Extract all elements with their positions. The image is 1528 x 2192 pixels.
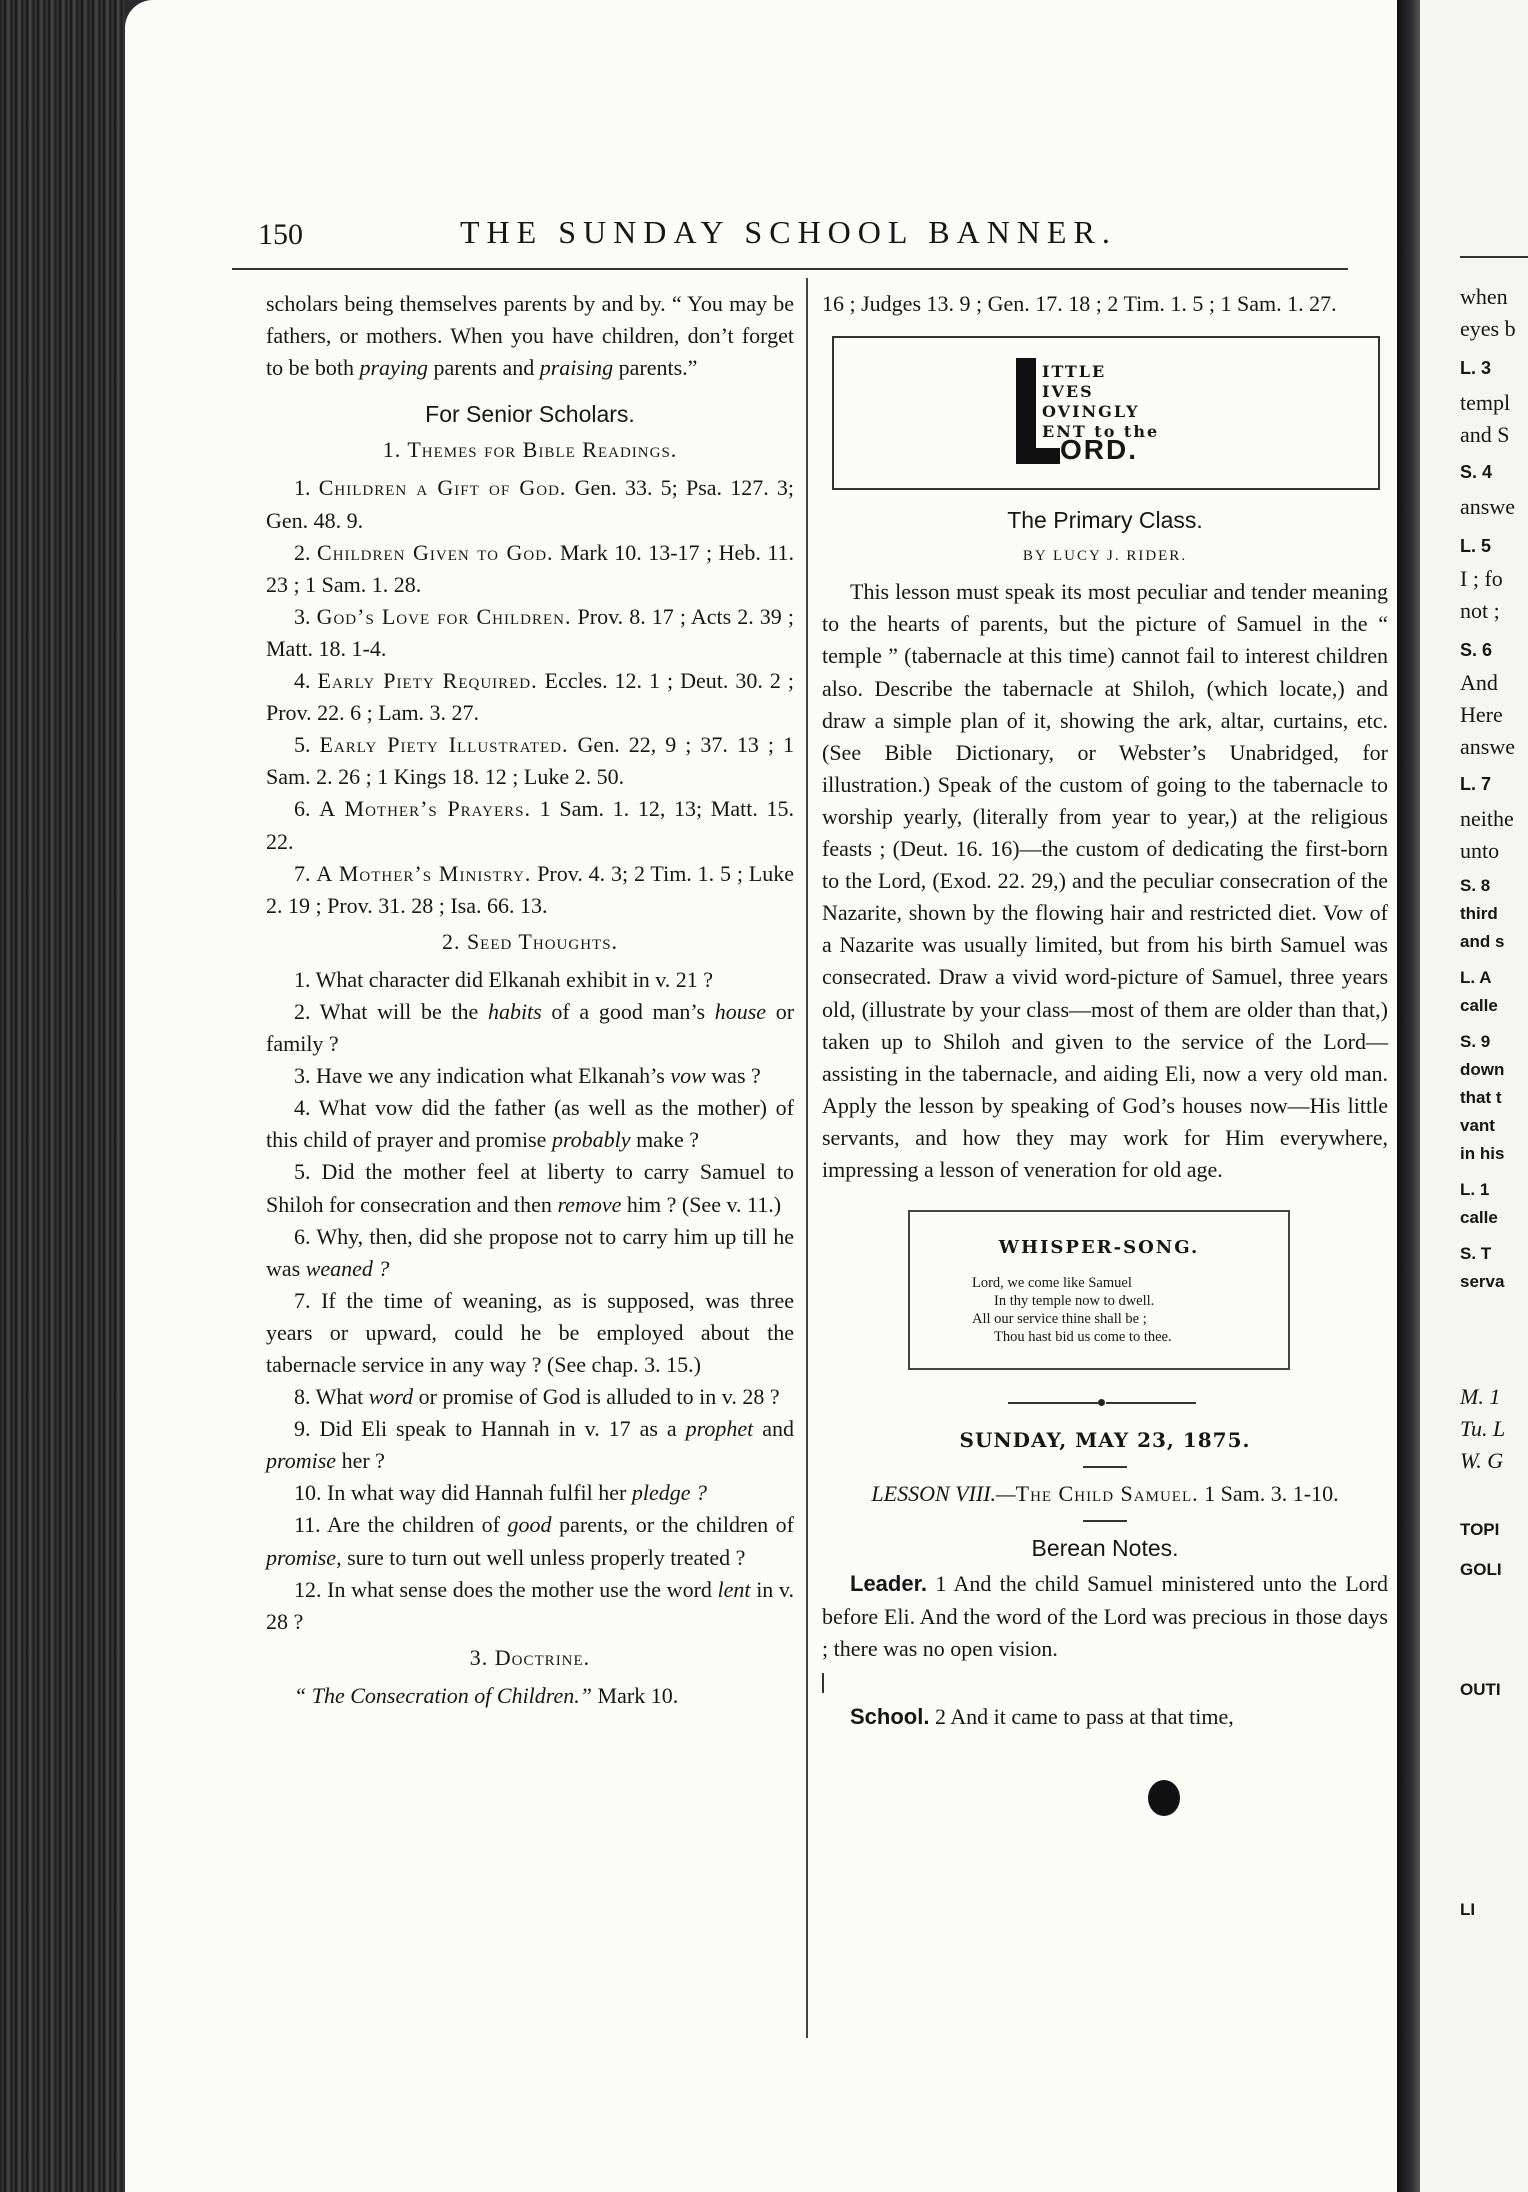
- next-page-text: serva: [1460, 1272, 1505, 1291]
- next-page-text: when: [1460, 284, 1508, 309]
- book-spine-edge: [0, 0, 125, 2192]
- next-page-text: eyes b: [1460, 316, 1516, 341]
- lesson-title-line: LESSON VIII.—The Child Samuel. 1 Sam. 3. 1-10.: [871, 1481, 1339, 1507]
- next-page-text: S. T: [1460, 1244, 1492, 1263]
- whisper-song-line: In thy temple now to dwell.: [994, 1293, 1155, 1310]
- next-page-text: L. 1: [1460, 1180, 1490, 1199]
- next-page-text: L. 7: [1460, 774, 1492, 794]
- next-page-text: answe: [1460, 734, 1515, 759]
- theme-item: 3. God’s Love for Children. Prov. 8. 17 ; Acts 2. 39 ; Matt. 18. 1-4.: [266, 603, 794, 661]
- next-page-text: in his: [1460, 1144, 1505, 1163]
- next-page-text: Here: [1460, 702, 1503, 727]
- intro-paragraph: scholars being themselves parents by and by. “ You may be fathers, or mothers. When you have children, don’t forget to be both praying parents and praising parents.”: [266, 291, 794, 381]
- question-item: 7. If the time of weaning, as is supposed, was three years or upward, could he be employed about the tabernacle service in any way ? (See chap. 3. 15.): [266, 1287, 794, 1377]
- next-page-text: unto: [1460, 838, 1500, 863]
- next-page-text: that t: [1460, 1088, 1502, 1107]
- next-page-text: L. 3: [1460, 358, 1492, 378]
- primary-class-heading: The Primary Class.: [1007, 507, 1203, 534]
- byline: BY LUCY J. RIDER.: [1022, 548, 1188, 565]
- logo-line: ORD.: [1060, 434, 1138, 466]
- theme-item: 2. Children Given to God. Mark 10. 13-17 ; Heb. 11. 23 ; 1 Sam. 1. 28.: [266, 539, 795, 597]
- next-page-text: LI: [1460, 1900, 1476, 1919]
- logo-line: ITTLE: [1042, 362, 1107, 382]
- whisper-song-line: Thou hast bid us come to thee.: [994, 1329, 1172, 1346]
- question-item: 11. Are the children of good parents, or the children of promise, sure to turn out well unless properly treated ?: [266, 1512, 794, 1570]
- section-divider: [822, 1388, 1388, 1418]
- next-page-text: I ; fo: [1460, 566, 1503, 591]
- next-page-text: GOLI: [1460, 1560, 1502, 1579]
- responsive-rule: [822, 1673, 824, 1693]
- senior-scholars-heading: For Senior Scholars.: [425, 401, 635, 428]
- next-page-text: calle: [1460, 1208, 1498, 1227]
- page-number: 150: [258, 218, 303, 251]
- themes-heading: 1. Themes for Bible Readings.: [382, 437, 678, 463]
- logo-letter-l-foot: [1016, 448, 1060, 464]
- little-lives-logo: [832, 336, 1380, 490]
- left-column: [266, 288, 794, 1712]
- next-page-text: W. G: [1460, 1448, 1504, 1473]
- ink-blot: [1148, 1780, 1180, 1816]
- question-item: 5. Did the mother feel at liberty to carry Samuel to Shiloh for consecration and then remove him ? (See v. 11.): [266, 1159, 794, 1217]
- logo-mark: [1016, 354, 1216, 472]
- next-page-text: S. 6: [1460, 640, 1493, 660]
- next-page-rule: [1460, 256, 1528, 258]
- next-page-text: TOPI: [1460, 1520, 1500, 1539]
- lesson-rule: [1083, 1520, 1127, 1522]
- next-page-text: L. 5: [1460, 536, 1492, 556]
- question-item: 9. Did Eli speak to Hannah in v. 17 as a prophet and promise her ?: [266, 1416, 795, 1474]
- question-item: 1. What character did Elkanah exhibit in v. 21 ?: [294, 966, 714, 992]
- next-page-text: down: [1460, 1060, 1505, 1079]
- school-paragraph: School. 2 And it came to pass at that time,: [850, 1703, 1234, 1729]
- whisper-song-line: All our service thine shall be ;: [972, 1311, 1147, 1328]
- seed-thoughts-heading: 2. Seed Thoughts.: [441, 928, 619, 954]
- theme-item: 1. Children a Gift of God. Gen. 33. 5; Psa. 127. 3; Gen. 48. 9.: [266, 475, 795, 533]
- doctrine-heading: 3. Doctrine.: [469, 1644, 591, 1670]
- next-page-text: and S: [1460, 422, 1510, 447]
- question-item: 3. Have we any indication what Elkanah’s vow was ?: [294, 1063, 761, 1089]
- next-page-text: Tu. L: [1460, 1416, 1506, 1441]
- question-item: 8. What word or promise of God is alluded to in v. 28 ?: [294, 1384, 780, 1410]
- date-rule: [1083, 1466, 1127, 1468]
- right-column: [822, 288, 1388, 1733]
- next-page-text: not ;: [1460, 598, 1500, 623]
- question-item: 6. Why, then, did she propose not to carry him up till he was weaned ?: [266, 1223, 794, 1281]
- next-page-text: S. 4: [1460, 462, 1493, 482]
- page-header: [258, 214, 1348, 254]
- next-page-text: L. A: [1460, 968, 1492, 987]
- lesson-date: SUNDAY, MAY 23, 1875.: [959, 1428, 1251, 1453]
- whisper-song-title: WHISPER-SONG.: [998, 1237, 1200, 1259]
- logo-line: OVINGLY: [1042, 402, 1140, 422]
- question-item: 2. What will be the habits of a good man’s house or family ?: [266, 998, 795, 1057]
- next-page-text: third: [1460, 904, 1498, 923]
- next-page-text: S. 9: [1460, 1032, 1491, 1051]
- theme-item: 4. Early Piety Required. Eccles. 12. 1 ; Deut. 30. 2 ; Prov. 22. 6 ; Lam. 3. 27.: [266, 668, 795, 726]
- logo-line: IVES: [1042, 382, 1094, 402]
- header-rule: [232, 268, 1348, 270]
- next-page-text: templ: [1460, 390, 1511, 415]
- theme-item: 7. A Mother’s Ministry. Prov. 4. 3; 2 Tim. 1. 5 ; Luke 2. 19 ; Prov. 31. 28 ; Isa. 66. 13.: [266, 860, 794, 918]
- whisper-song-box: [908, 1210, 1290, 1370]
- doctrine-line: “ The Consecration of Children.” Mark 10.: [294, 1682, 679, 1708]
- next-page-text: and s: [1460, 932, 1505, 951]
- next-page-text: calle: [1460, 996, 1498, 1015]
- theme-item: 5. Early Piety Illustrated. Gen. 22, 9 ; 37. 13 ; 1 Sam. 2. 26 ; 1 Kings 18. 12 ; Luke 2. 50.: [266, 732, 795, 790]
- question-item: 4. What vow did the father (as well as the mother) of this child of prayer and promise probably make ?: [266, 1095, 794, 1153]
- next-page-text: And: [1460, 670, 1498, 695]
- logo-line: ENT to the: [1042, 422, 1160, 442]
- leader-paragraph: Leader. 1 And the child Samuel ministered unto the Lord before Eli. And the word of the Lord was precious in those days ; there was no open vision.: [822, 1571, 1388, 1661]
- next-page-text: neithe: [1460, 806, 1514, 831]
- page-gutter: [1397, 0, 1420, 2192]
- next-page-text: answe: [1460, 494, 1515, 519]
- running-title: THE SUNDAY SCHOOL BANNER.: [460, 214, 1117, 250]
- berean-notes-heading: Berean Notes.: [1031, 1535, 1179, 1562]
- next-page-text: M. 1: [1460, 1384, 1501, 1409]
- column-separator: [806, 278, 808, 2038]
- whisper-song-line: Lord, we come like Samuel: [972, 1275, 1132, 1292]
- next-page-text: OUTI: [1460, 1680, 1501, 1699]
- next-page-text: vant: [1460, 1116, 1495, 1135]
- question-item: 10. In what way did Hannah fulfil her pledge ?: [294, 1480, 708, 1506]
- next-page-edge: [1420, 0, 1528, 2192]
- continued-references: 16 ; Judges 13. 9 ; Gen. 17. 18 ; 2 Tim. 1. 5 ; 1 Sam. 1. 27.: [822, 291, 1337, 316]
- primary-class-body: This lesson must speak its most peculiar and tender meaning to the hearts of parents, but the picture of Samuel in the “ temple ” (tabernacle at this time) cannot fail to interest children also. Describe the tabernacle at Shiloh, (which locate,) and draw a simple plan of it, showing the ark, altar, curtains, etc. (See Bible Dictionary, or Webster’s Unabridged, for illustration.) Speak of the custom of going to the tabernacle to worship yearly, (literally from year to year,) at the religious feasts ; (Deut. 16. 16)—the custom of dedicating the first-born to the Lord, (Exod. 22. 29,) and the peculiar consecration of the Nazarite, shown by the flowing hair and restricted diet. Vow of a Nazarite was usually limited, but from his birth Samuel was consecrated. Draw a vivid word-picture of Samuel, three years old, (illustrate by your class—most of them are older than that,) taken up to Shiloh and given to the service of the Lord—assisting in the tabernacle, and aiding Eli, now a very old man. Apply the lesson by speaking of God’s houses now—His little servants, and how they may work for Him everywhere, impressing a lesson of veneration for old age.: [822, 579, 1388, 1182]
- question-item: 12. In what sense does the mother use the word lent in v. 28 ?: [266, 1576, 795, 1634]
- next-page-text: S. 8: [1460, 876, 1491, 895]
- theme-item: 6. A Mother’s Prayers. 1 Sam. 1. 12, 13; Matt. 15. 22.: [266, 796, 795, 854]
